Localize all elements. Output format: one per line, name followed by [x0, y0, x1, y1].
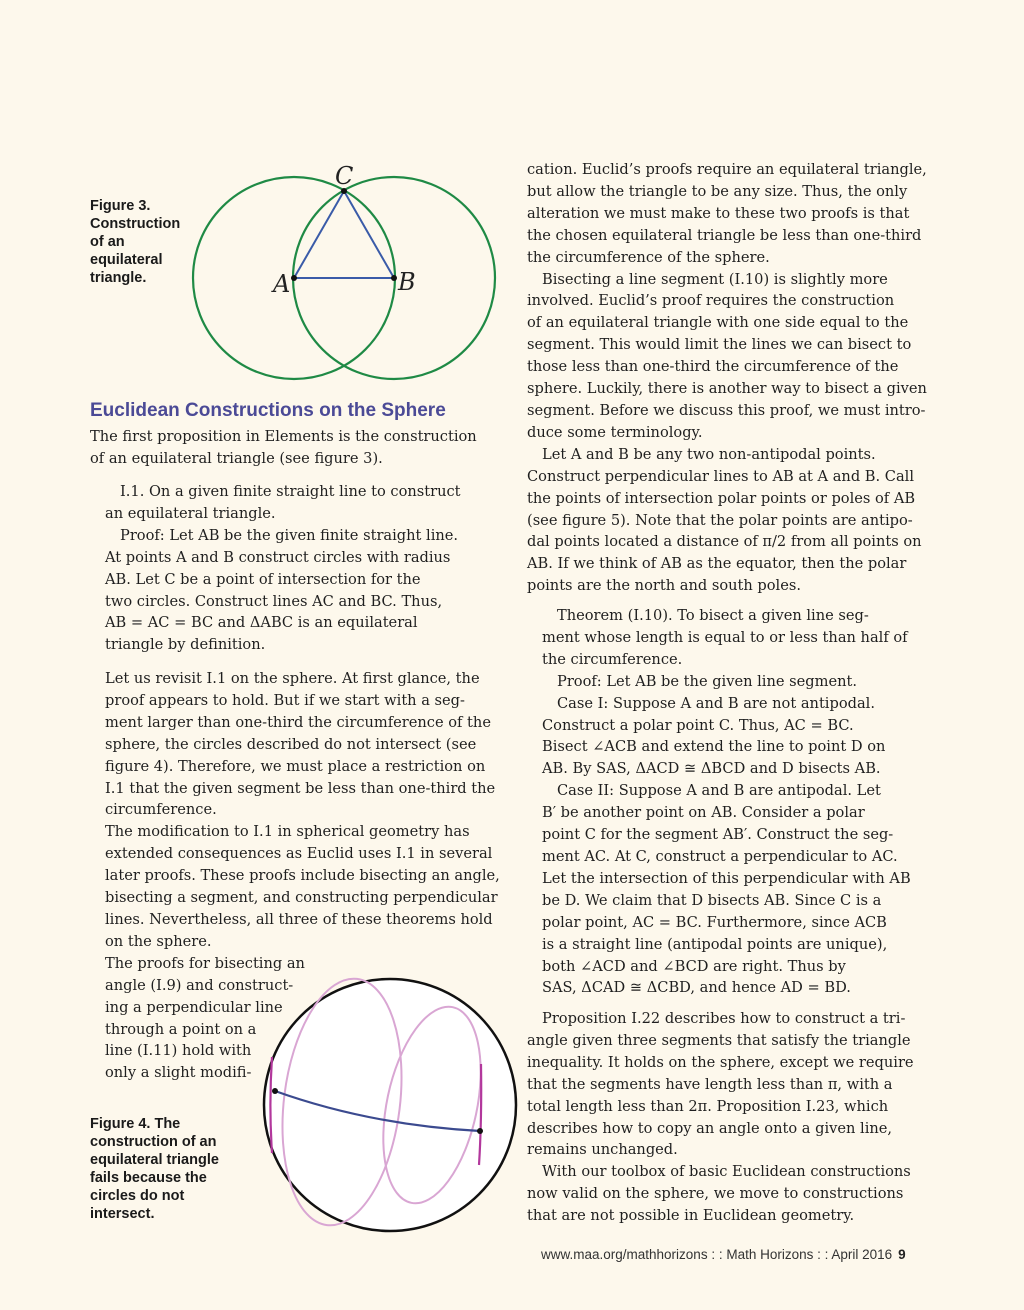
text-line: duce some terminology. — [527, 423, 703, 441]
text-line: At points A and B construct circles with radius — [105, 548, 451, 566]
text-line: AB = AC = BC and ΔABC is an equilateral — [105, 614, 418, 632]
text-line: sphere, the circles described do not intersect (see — [105, 735, 477, 753]
right-column-part-2 — [527, 1008, 914, 1227]
label-a: A — [273, 270, 291, 298]
text-line: Let us revisit I.1 on the sphere. At first glance, the — [105, 670, 480, 687]
text-line: that the segments have length less than π, with a — [527, 1075, 893, 1093]
text-line: circumference. — [105, 801, 217, 819]
text-line: angle given three segments that satisfy the triangle — [527, 1031, 911, 1049]
text-line: ment whose length is equal to or less than half of — [542, 628, 908, 646]
text-line: inequality. It holds on the sphere, except we require — [527, 1053, 914, 1071]
intro-paragraph — [90, 426, 477, 470]
text-line: involved. Euclid’s proof requires the construction — [527, 292, 895, 310]
text-line: I.1 that the given segment be less than one-third the — [105, 779, 496, 797]
text-line: Let A and B be any two non-antipodal points. — [542, 445, 876, 463]
text-line: angle (I.9) and construct- — [105, 976, 294, 994]
text-line: is a straight line (antipodal points are unique), — [542, 935, 888, 953]
figure-4-diagram — [260, 975, 520, 1235]
point-a — [272, 1088, 278, 1094]
caption-line: fails because the — [90, 1170, 207, 1186]
caption-line: circles do not — [90, 1188, 185, 1204]
text-line: of an equilateral triangle (see figure 3). — [90, 449, 383, 467]
text-line: AB. Let C be a point of intersection for the — [105, 570, 421, 588]
caption-line: intersect. — [90, 1206, 155, 1222]
text-line: points are the north and south poles. — [527, 577, 801, 595]
text-line: line (I.11) hold with — [105, 1042, 252, 1060]
text-line: cation. Euclid’s proofs require an equilateral triangle, — [527, 161, 927, 178]
text-line: be D. We claim that D bisects AB. Since C is a — [542, 891, 882, 909]
text-line: proof appears to hold. But if we start with a seg- — [105, 691, 465, 709]
text-line: Bisecting a line segment (I.10) is slightly more — [542, 270, 888, 288]
text-line: extended consequences as Euclid uses I.1 in several — [105, 845, 493, 863]
section-heading: Euclidean Constructions on the Sphere — [90, 400, 446, 421]
caption-line: triangle. — [90, 270, 147, 286]
label-c: C — [335, 162, 354, 190]
text-line: the circumference. — [542, 650, 683, 668]
text-line: AB. By SAS, ΔACD ≅ ΔBCD and D bisects AB. — [542, 760, 881, 778]
text-line: later proofs. These proofs include bisecting an angle, — [105, 867, 500, 885]
text-line: Construct perpendicular lines to AB at A and B. Call — [527, 467, 915, 485]
text-line: Proposition I.22 describes how to construct a tri- — [542, 1010, 906, 1027]
page-footer — [541, 1247, 906, 1262]
text-line: polar point, AC = BC. Furthermore, since ACB — [542, 913, 887, 931]
footer-text: www.maa.org/mathhorizons : : Math Horizons : : April 2016 — [541, 1247, 893, 1262]
text-line: through a point on a — [105, 1020, 257, 1038]
point-b — [391, 275, 397, 281]
text-line: alteration we must make to these two proofs is that — [527, 204, 910, 222]
text-line: AB. If we think of AB as the equator, then the polar — [527, 555, 907, 573]
proposition-block — [105, 481, 461, 656]
text-line: the circumference of the sphere. — [527, 248, 770, 266]
text-line: (see figure 5). Note that the polar points are antipo- — [527, 511, 913, 529]
text-line: Construct a polar point C. Thus, AC = BC. — [542, 716, 854, 734]
text-line: describes how to copy an angle onto a given line, — [527, 1119, 893, 1137]
text-line: Case II: Suppose A and B are antipodal. Let — [557, 782, 881, 800]
text-line: I.1. On a given finite straight line to construct — [120, 483, 461, 500]
equilateral-triangle — [294, 191, 394, 278]
text-line: dal points located a distance of π/2 from all points on — [527, 533, 922, 551]
text-line: point C for the segment AB′. Construct the seg- — [542, 826, 894, 844]
text-line: triangle by definition. — [105, 636, 266, 654]
text-line: remains unchanged. — [527, 1141, 678, 1159]
right-column-part-1 — [527, 159, 927, 597]
text-line: sphere. Luckily, there is another way to bisect a given — [527, 380, 927, 398]
text-line: that are not possible in Euclidean geometry. — [527, 1207, 855, 1225]
text-line: bisecting a segment, and constructing perpendicular — [105, 889, 498, 907]
text-line: ment larger than one-third the circumference of the — [105, 713, 491, 731]
text-line: of an equilateral triangle with one side equal to the — [527, 314, 909, 332]
page-number: 9 — [898, 1247, 906, 1262]
text-line: the points of intersection polar points or poles of AB — [527, 489, 916, 507]
text-line: ing a perpendicular line — [105, 998, 283, 1016]
theorem-block — [542, 605, 911, 999]
figure-4-caption — [90, 1115, 219, 1223]
text-line: B′ be another point on AB. Consider a polar — [542, 804, 865, 822]
text-line: two circles. Construct lines AC and BC. Thus, — [105, 592, 443, 610]
caption-line: Figure 3. — [90, 198, 151, 214]
text-line: With our toolbox of basic Euclidean constructions — [542, 1163, 911, 1181]
text-line: only a slight modifi- — [105, 1064, 252, 1082]
text-line: segment. This would limit the lines we can bisect to — [527, 336, 912, 354]
text-line: total length less than 2π. Proposition I.23, which — [527, 1097, 889, 1115]
caption-line: equilateral triangle — [90, 1152, 219, 1168]
point-b — [477, 1128, 483, 1134]
text-line: Theorem (I.10). To bisect a given line seg- — [557, 607, 869, 624]
text-line: Let the intersection of this perpendicular with AB — [542, 869, 911, 887]
text-line: lines. Nevertheless, all three of these theorems hold — [105, 910, 493, 928]
text-line: those less than one-third the circumference of the — [527, 358, 899, 376]
caption-line: construction of an — [90, 1134, 217, 1150]
figure-3-caption — [90, 197, 180, 287]
text-line: Proof: Let AB be the given finite straight line. — [120, 526, 459, 544]
label-b: B — [398, 268, 416, 296]
text-line: ment AC. At C, construct a perpendicular to AC. — [542, 847, 898, 865]
text-line: both ∠ACD and ∠BCD are right. Thus by — [542, 957, 846, 975]
text-line: Case I: Suppose A and B are not antipodal. — [557, 694, 875, 712]
text-line: SAS, ΔCAD ≅ ΔCBD, and hence AD = BD. — [542, 979, 851, 997]
caption-line: Figure 4. The — [90, 1116, 181, 1132]
caption-line: equilateral — [90, 252, 163, 268]
text-line: but allow the triangle to be any size. Thus, the only — [527, 182, 908, 200]
figure-3-diagram — [185, 158, 505, 386]
text-line: Proof: Let AB be the given line segment. — [557, 672, 857, 690]
text-line: segment. Before we discuss this proof, we must intro- — [527, 401, 926, 419]
text-line: The first proposition in Elements is the construction — [90, 428, 477, 445]
text-line: figure 4). Therefore, we must place a restriction on — [105, 757, 486, 775]
point-a — [291, 275, 297, 281]
text-line: The modification to I.1 in spherical geometry has — [105, 823, 470, 841]
text-line: Bisect ∠ACB and extend the line to point D on — [542, 738, 886, 756]
caption-line: of an — [90, 234, 125, 250]
caption-line: Construction — [90, 216, 181, 232]
text-line: the chosen equilateral triangle be less than one-third — [527, 226, 922, 244]
text-line: now valid on the sphere, we move to constructions — [527, 1185, 904, 1203]
text-line: on the sphere. — [105, 932, 212, 950]
text-line: an equilateral triangle. — [105, 504, 276, 522]
text-line: The proofs for bisecting an — [105, 954, 305, 972]
